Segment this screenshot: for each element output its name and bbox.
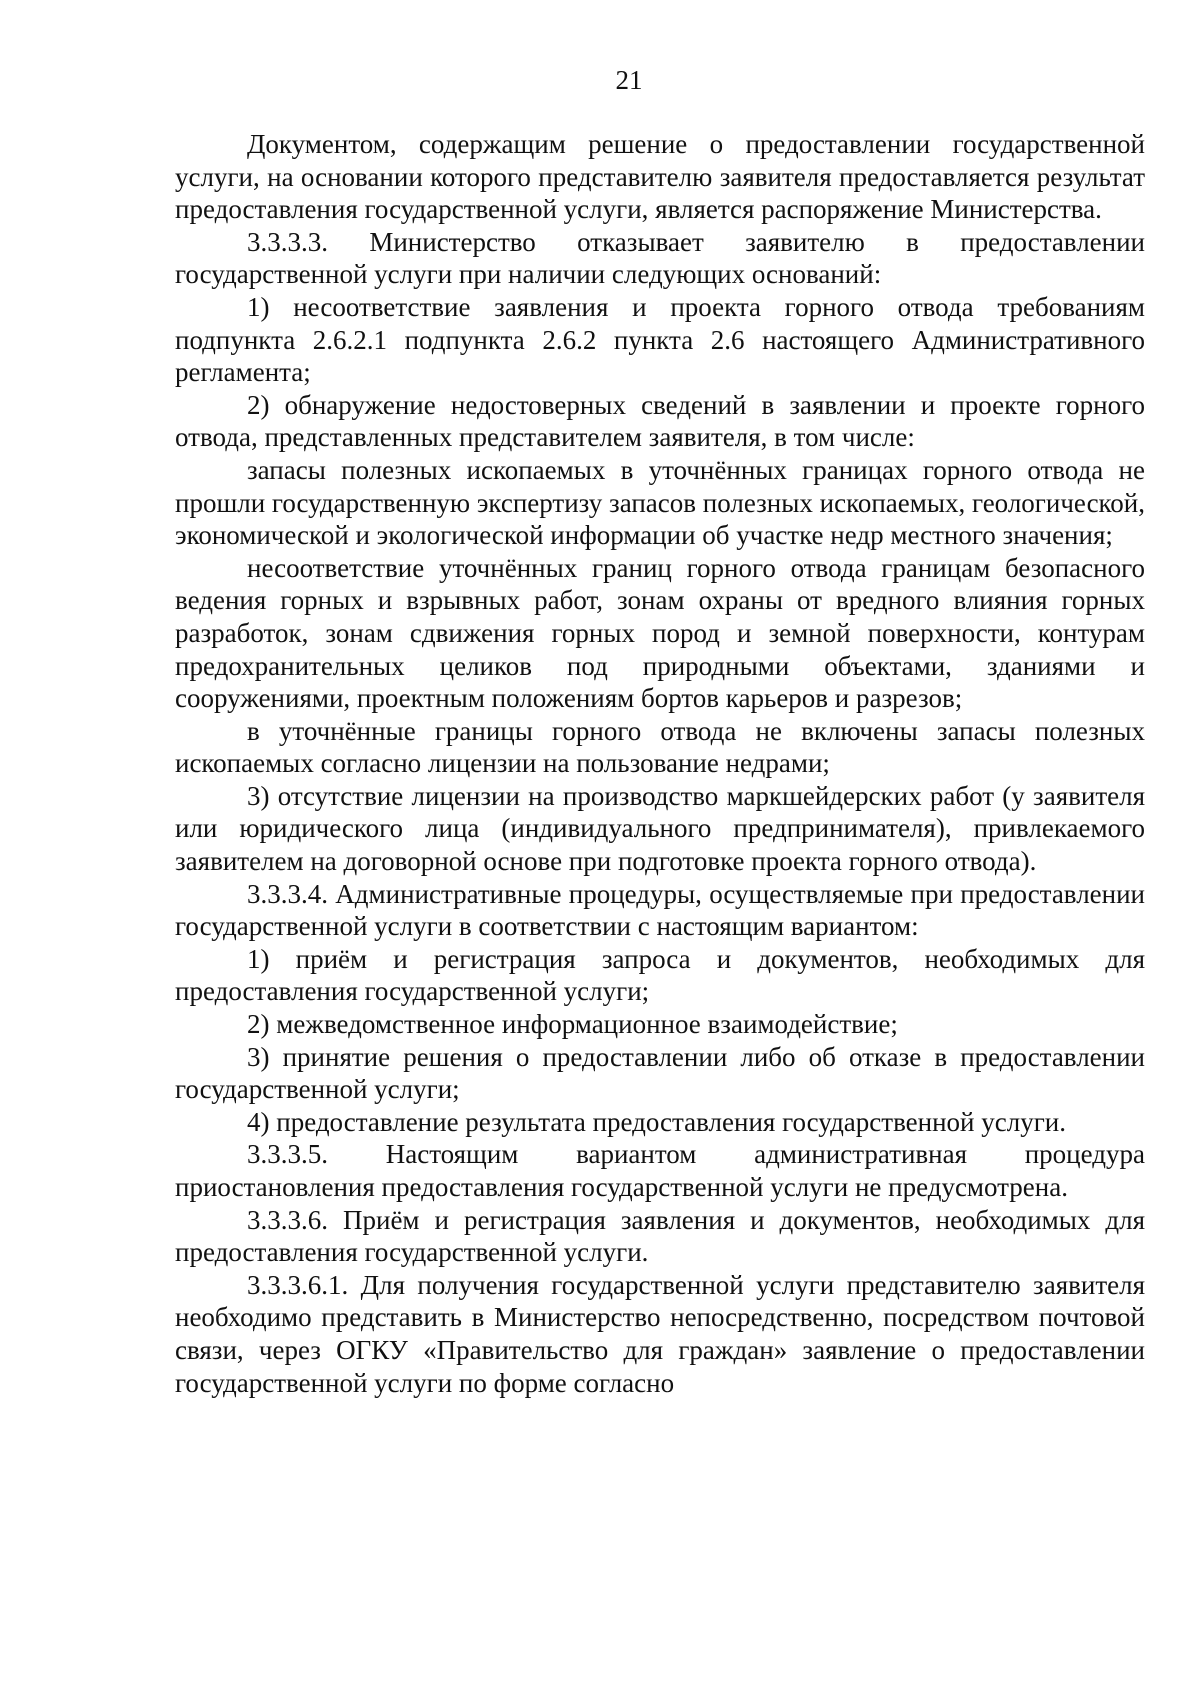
paragraph-3-3-3-5: 3.3.3.5. Настоящим вариантом административная процедура приостановления предоставления государственной услуги не предусмотрена.: [175, 1139, 1145, 1202]
paragraph-procedure-4: 4) предоставление результата предоставления государственной услуги.: [247, 1106, 1066, 1137]
paragraph-3-3-3-6-1: 3.3.3.6.1. Для получения государственной услуги представителю заявителя необходимо представить в Министерство непосредственно, посредством почтовой связи, через ОГКУ «Правительство для граждан» заявление о предоставлении государственной услуги по форме согласно: [175, 1269, 1145, 1398]
paragraph-refusal-reason-3: 3) отсутствие лицензии на производство маркшейдерских работ (у заявителя или юридического лица (индивидуального предпринимателя), привлекаемого заявителем на договорной основе при подготовке проекта горного отвода).: [175, 780, 1145, 877]
paragraph-refusal-reason-1: 1) несоответствие заявления и проекта горного отвода требованиям подпункта 2.6.2.1 подпункта 2.6.2 пункта 2.6 настоящего Административного регламента;: [175, 291, 1145, 388]
paragraph-reason-2-item-boundaries: несоответствие уточнённых границ горного отвода границам безопасного ведения горных и взрывных работ, зонам охраны от вредного влияния горных разработок, зонам сдвижения горных пород и земной поверхности, контурам предохранительных целиков под природными объектами, зданиями и сооружениями, проектным положениям бортов карьеров и разрезов;: [175, 552, 1145, 714]
paragraph-3-3-3-4: 3.3.3.4. Административные процедуры, осуществляемые при предоставлении государственной услуги в соответствии с настоящим вариантом:: [175, 878, 1145, 942]
paragraph-refusal-reason-2: 2) обнаружение недостоверных сведений в заявлении и проекте горного отвода, представленных представителем заявителя, в том числе:: [175, 389, 1145, 453]
paragraph-procedure-2: 2) межведомственное информационное взаимодействие;: [247, 1009, 898, 1040]
paragraph-reason-2-item-license-reserves: в уточнённые границы горного отвода не включены запасы полезных ископаемых согласно лицензии на пользование недрами;: [175, 715, 1145, 779]
paragraph-procedure-3: 3) принятие решения о предоставлении либо об отказе в предоставлении государственной услуги;: [175, 1041, 1145, 1105]
paragraph-3-3-3-3: 3.3.3.3. Министерство отказывает заявителю в предоставлении государственной услуги при наличии следующих оснований:: [175, 226, 1145, 290]
paragraph-3-3-3-6: 3.3.3.6. Приём и регистрация заявления и документов, необходимых для предоставления государственной услуги.: [175, 1204, 1145, 1268]
paragraph-decision-document: Документом, содержащим решение о предоставлении государственной услуги, на основании которого представителю заявителя предоставляется результат предоставления государственной услуги, является распоряжение Министерства.: [175, 129, 1145, 225]
paragraph-procedure-1: 1) приём и регистрация запроса и документов, необходимых для предоставления государственной услуги;: [175, 943, 1145, 1007]
page-number: 21: [615, 65, 643, 95]
document-body: [175, 128, 1145, 1399]
paragraph-reason-2-item-reserves: запасы полезных ископаемых в уточнённых границах горного отвода не прошли государственную экспертизу запасов полезных ископаемых, геологической, экономической и экологической информации об участке недр местного значения;: [175, 454, 1145, 551]
